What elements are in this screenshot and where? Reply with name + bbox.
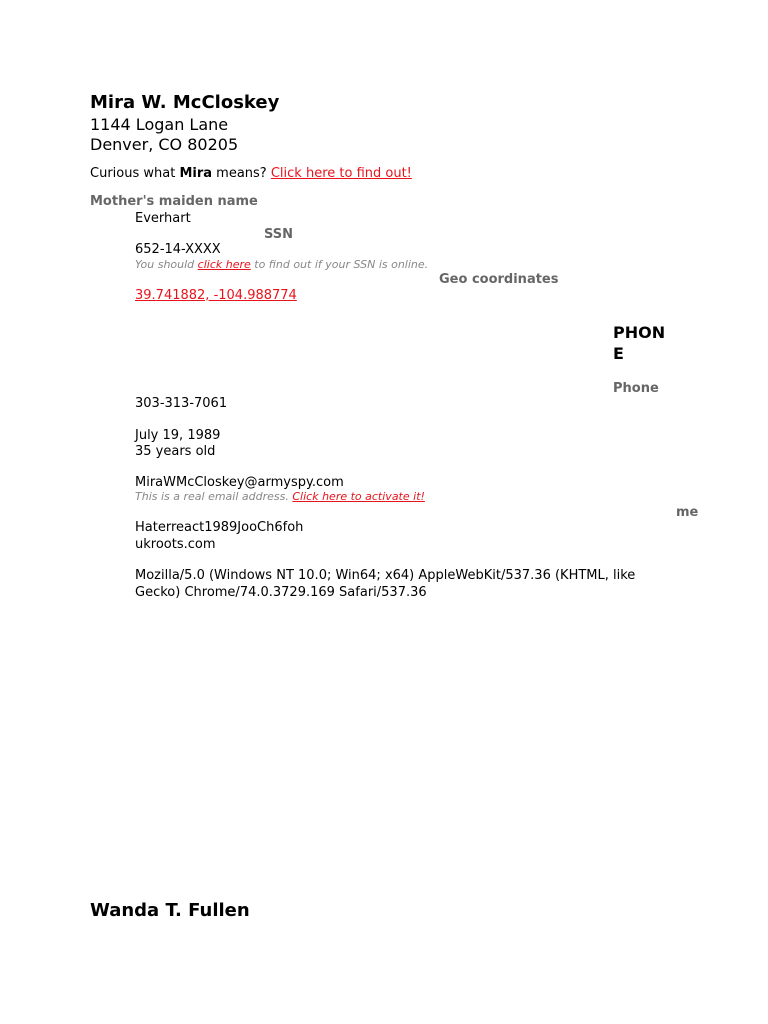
next-person-name: Wanda T. Fullen xyxy=(90,900,250,921)
email-activate-link[interactable]: Click here to activate it! xyxy=(292,490,425,503)
mothers-maiden-label: Mother's maiden name xyxy=(90,194,258,209)
website-value: ukroots.com xyxy=(135,537,216,552)
birthday-age: 35 years old xyxy=(135,444,216,459)
name-meaning-line xyxy=(90,166,412,181)
address-line1: 1144 Logan Lane xyxy=(90,115,229,134)
person-name: Mira W. McCloskey xyxy=(90,92,280,113)
email-note-prefix: This is a real email address. xyxy=(135,490,293,503)
ssn-value: 652-14-XXXX xyxy=(135,242,221,257)
ssn-note-suffix: to find out if your SSN is online. xyxy=(250,258,429,271)
ssn-note-prefix: You should xyxy=(135,258,198,271)
meaning-first-name: Mira xyxy=(179,166,213,181)
username-value: Haterreact1989JooCh6foh xyxy=(135,520,304,535)
address-line2: Denver, CO 80205 xyxy=(90,135,239,154)
phone-heading-line1: PHON xyxy=(613,323,666,342)
user-agent-value: Mozilla/5.0 (Windows NT 10.0; Win64; x64) AppleWebKit/537.36 (KHTML, like Gecko) Chrome/74.0.3729.169 Safari/537.36 xyxy=(135,568,636,600)
username-side-label: me xyxy=(676,505,699,520)
phone-label: Phone xyxy=(613,381,659,396)
ssn-check-link[interactable]: click here xyxy=(197,258,251,271)
phone-heading-line2: E xyxy=(613,344,624,363)
name-meaning-link[interactable]: Click here to find out! xyxy=(270,166,412,181)
geo-label: Geo coordinates xyxy=(439,272,559,287)
ssn-note xyxy=(135,258,428,271)
mothers-maiden-value: Everhart xyxy=(135,211,191,226)
geo-coordinates-link[interactable]: 39.741882, -104.988774 xyxy=(135,288,297,303)
ssn-label: SSN xyxy=(264,227,294,242)
email-note xyxy=(135,490,425,503)
email-value: MiraWMcCloskey@armyspy.com xyxy=(135,475,344,490)
meaning-prefix: Curious what xyxy=(90,166,180,181)
phone-heading xyxy=(613,322,665,364)
birthday-date: July 19, 1989 xyxy=(135,428,221,443)
phone-value: 303-313-7061 xyxy=(135,396,228,411)
meaning-suffix: means? xyxy=(212,166,271,181)
